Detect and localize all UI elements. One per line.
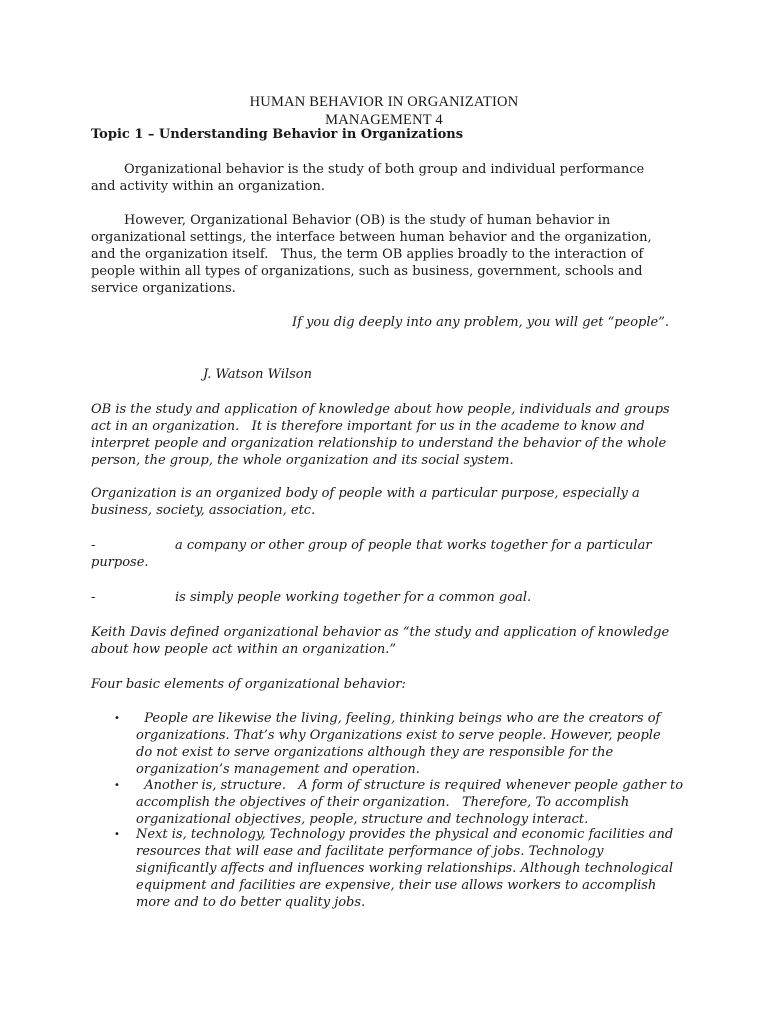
bullet-item-structure (136, 777, 683, 828)
topic-heading: Topic 1 – Understanding Behavior in Organizations (91, 127, 464, 142)
paragraph-keith-davis (91, 624, 669, 658)
paragraph-line: and the organization itself. Thus, the term OB applies broadly to the interaction of (91, 247, 644, 262)
bullet-line: Next is, technology, Technology provides the physical and economic facilities and (136, 827, 674, 842)
paragraph-line: Organization is an organized body of people with a particular purpose, especially a (91, 486, 640, 501)
bullet-item-technology (136, 826, 673, 911)
dash-item-line: a company or other group of people that works together for a particular (175, 538, 652, 553)
bullet-line: People are likewise the living, feeling, thinking beings who are the creators of (136, 711, 661, 726)
bullet-icon: • (114, 713, 120, 724)
bullet-line: equipment and facilities are expensive, their use allows workers to accomplish (136, 878, 657, 893)
bullet-line: significantly affects and influences working relationships. Although technological (136, 861, 674, 876)
document-title: HUMAN BEHAVIOR IN ORGANIZATION (249, 94, 519, 110)
paragraph-definition (91, 161, 681, 195)
document-subtitle: MANAGEMENT 4 (325, 112, 443, 128)
dash-item-dash: - (91, 590, 96, 605)
paragraph-line: organizational settings, the interface between human behavior and the organization, (91, 230, 652, 245)
paragraph-line: about how people act within an organization.” (91, 642, 397, 657)
bullet-line: organizations. That’s why Organizations exist to serve people. However, people (136, 728, 661, 743)
paragraph-line: service organizations. (91, 281, 236, 296)
paragraph-line: However, Organizational Behavior (OB) is the study of human behavior in (91, 213, 611, 228)
bullet-icon: • (114, 780, 120, 791)
paragraph-line: person, the group, the whole organization and its social system. (91, 453, 514, 468)
bullet-line: accomplish the objectives of their organization. Therefore, To accomplish (136, 795, 630, 810)
bullet-line: more and to do better quality jobs. (136, 895, 366, 910)
dash-item-line: is simply people working together for a common goal. (175, 590, 532, 605)
paragraph-line: interpret people and organization relationship to understand the behavior of the whole (91, 436, 667, 451)
paragraph-line: business, society, association, etc. (91, 503, 316, 518)
paragraph-line: OB is the study and application of knowledge about how people, individuals and groups (91, 402, 670, 417)
elements-heading: Four basic elements of organizational behavior: (91, 677, 406, 692)
dash-item-line: purpose. (91, 555, 149, 570)
bullet-item-people (136, 710, 661, 778)
dash-item (91, 537, 652, 571)
paragraph-ob-definition (91, 212, 681, 297)
bullet-line: Another is, structure. A form of structure is required whenever people gather to (136, 778, 684, 793)
bullet-line: resources that will ease and facilitate performance of jobs. Technology (136, 844, 604, 859)
paragraph-ob-study (91, 401, 670, 469)
bullet-line: organizational objectives, people, structure and technology interact. (136, 812, 589, 827)
paragraph-line: people within all types of organizations, such as business, government, schools and (91, 264, 643, 279)
paragraph-line: act in an organization. It is therefore important for us in the academe to know and (91, 419, 645, 434)
bullet-line: do not exist to serve organizations although they are responsible for the (136, 745, 614, 760)
bullet-line: organization’s management and operation. (136, 762, 420, 777)
paragraph-line: Organizational behavior is the study of both group and individual performance (91, 162, 645, 177)
dash-item-dash: - (91, 538, 96, 553)
bullet-icon: • (114, 829, 120, 840)
quote: If you dig deeply into any problem, you will get “people”. (292, 315, 670, 330)
paragraph-organization-definition (91, 485, 640, 519)
paragraph-line: and activity within an organization. (91, 179, 325, 194)
quote-author: J. Watson Wilson (203, 367, 312, 382)
paragraph-line: Keith Davis defined organizational behavior as “the study and application of knowledge (91, 625, 670, 640)
